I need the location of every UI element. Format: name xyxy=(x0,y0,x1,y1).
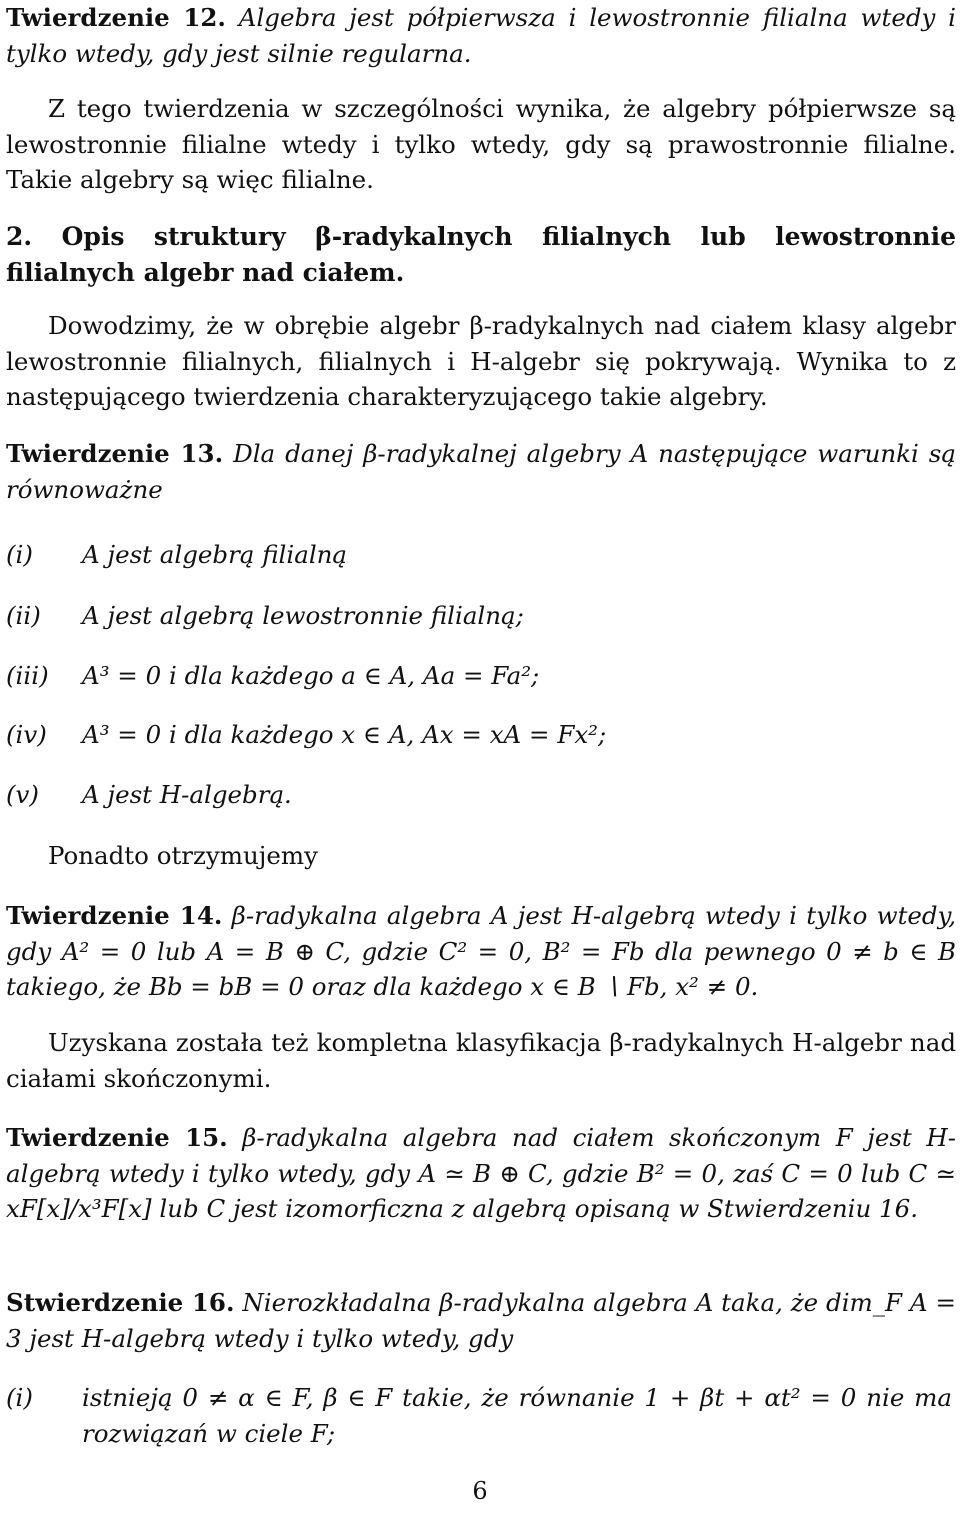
theorem-12 xyxy=(6,0,956,71)
item-text: A jest H-algebrą. xyxy=(82,780,292,809)
theorem-13-text: Dla danej β-radykalnej algebry A następujące warunki są równoważne xyxy=(6,439,956,504)
item-label: (i) xyxy=(6,1383,33,1412)
item-text: istnieją 0 ≠ α ∈ F, β ∈ F takie, że równanie 1 + βt + αt² = 0 nie ma rozwiązań w ciele F; xyxy=(82,1383,952,1448)
theorem-13-label: Twierdzenie 13. xyxy=(6,439,224,468)
theorem-12-text: Algebra jest półpierwsza i lewostronnie filialna wtedy i tylko wtedy, gdy jest silnie regularna. xyxy=(6,3,956,68)
theorem-13 xyxy=(6,436,956,507)
page-number: 6 xyxy=(472,1477,488,1505)
theorem-15-text: β-radykalna algebra nad ciałem skończonym F jest H-algebrą wtedy i tylko wtedy, gdy A ≃ B ⊕ C, gdzie B² = 0, zaś C = 0 lub C ≃ xF[x]/x³F[x] lub C jest izomorficzna z algebrą opisaną w Stwierdzeniu 16. xyxy=(6,1123,956,1223)
item-text: A³ = 0 i dla każdego x ∈ A, Ax = xA = Fx²; xyxy=(82,720,607,749)
item-text: A jest algebrą filialną xyxy=(82,540,348,569)
paragraph-1: Z tego twierdzenia w szczególności wynika, że algebry półpierwsze są lewostronnie filialne wtedy i tylko wtedy, gdy są prawostronnie filialne. Takie algebry są więc filialne. xyxy=(6,94,956,194)
theorem-14-label: Twierdzenie 14. xyxy=(6,901,223,930)
theorem-14-text: β-radykalna algebra A jest H-algebrą wtedy i tylko wtedy, gdy A² = 0 lub A = B ⊕ C, gdzie C² = 0, B² = Fb dla pewnego 0 ≠ b ∈ B takiego, że Bb = bB = 0 oraz dla każdego x ∈ B ∖ Fb, x² ≠ 0. xyxy=(6,901,956,1001)
item-label: (iii) xyxy=(6,661,49,690)
paragraph-4: Uzyskana została też kompletna klasyfikacja β-radykalnych H-algebr nad ciałami skończonymi. xyxy=(6,1028,956,1093)
item-label: (ii) xyxy=(6,601,41,630)
item-label: (v) xyxy=(6,780,39,809)
item-label: (iv) xyxy=(6,720,47,749)
proposition-16-label: Stwierdzenie 16. xyxy=(6,1288,235,1317)
theorem-15-label: Twierdzenie 15. xyxy=(6,1123,228,1152)
item-text: A jest algebrą lewostronnie filialną; xyxy=(82,601,524,630)
paragraph-3: Ponadto otrzymujemy xyxy=(48,841,318,870)
item-label: (i) xyxy=(6,540,33,569)
theorem-13-item-i xyxy=(6,537,956,573)
proposition-16 xyxy=(6,1285,956,1356)
theorem-15 xyxy=(6,1120,956,1227)
paragraph-2: Dowodzimy, że w obrębie algebr β-radykalnych nad ciałem klasy algebr lewostronnie filialnych, filialnych i H-algebr się pokrywają. Wynika to z następującego twierdzenia charakteryzującego takie algebry. xyxy=(6,311,956,411)
theorem-14 xyxy=(6,898,956,1005)
proposition-16-text: Nierozkładalna β-radykalna algebra A taka, że dim_F A = 3 jest H-algebrą wtedy i tylko wtedy, gdy xyxy=(6,1288,956,1353)
theorem-12-label: Twierdzenie 12. xyxy=(6,3,226,32)
item-text: A³ = 0 i dla każdego a ∈ A, Aa = Fa²; xyxy=(82,661,540,690)
section-2-heading: 2. Opis struktury β-radykalnych filialnych lub lewostronnie filialnych algebr nad ciałem. xyxy=(6,222,956,287)
